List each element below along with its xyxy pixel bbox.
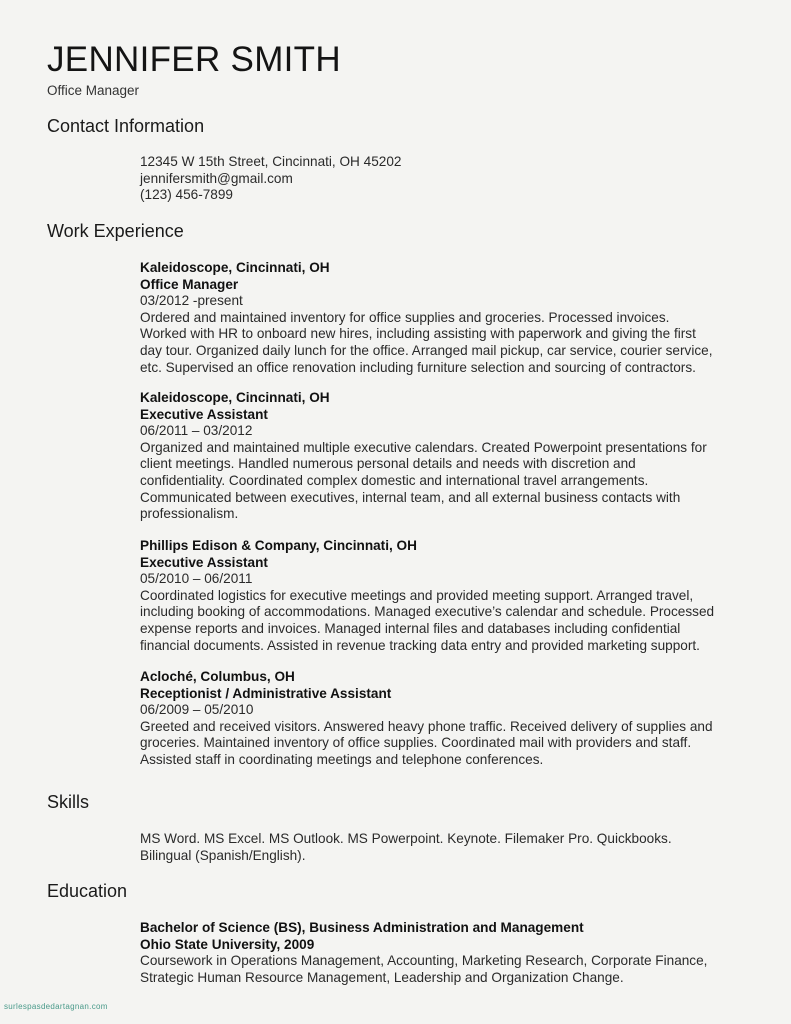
job-line: expense reports and invoices. Managed internal files and databases including confidential — [140, 620, 681, 636]
skills-block — [140, 831, 760, 864]
job-dates: 06/2011 – 03/2012 — [140, 423, 253, 439]
education-block — [140, 920, 760, 986]
job-company: Kaleidoscope, Cincinnati, OH — [140, 390, 330, 405]
job-line: etc. Supervised an office renovation including furniture selection and sourcing of contractors. — [140, 359, 696, 375]
contact-address: 12345 W 15th Street, Cincinnati, OH 45202 — [140, 154, 402, 169]
job-entry — [140, 538, 760, 654]
job-company: Phillips Edison & Company, Cincinnati, OH — [140, 538, 417, 553]
job-line: Organized and maintained multiple executive calendars. Created Powerpoint presentations for — [140, 439, 707, 455]
contact-phone: (123) 456-7899 — [140, 187, 233, 203]
skills-line: Bilingual (Spanish/English). — [140, 847, 306, 863]
job-line: including booking of accommodations. Managed executive’s calendar and schedule. Processed — [140, 604, 715, 620]
job-line: financial documents. Assisted in revenue tracking data entry and provided marketing support. — [140, 637, 700, 653]
job-role: Executive Assistant — [140, 406, 268, 422]
job-entry — [140, 390, 760, 523]
job-line: professionalism. — [140, 506, 239, 522]
contact-email: jennifersmith@gmail.com — [140, 170, 293, 186]
job-line: confidentiality. Coordinated complex domestic and international travel arrangements. — [140, 472, 649, 488]
job-dates: 05/2010 – 06/2011 — [140, 571, 253, 587]
job-company: Kaleidoscope, Cincinnati, OH — [140, 260, 330, 275]
job-company: Acloché, Columbus, OH — [140, 669, 295, 684]
job-role: Executive Assistant — [140, 554, 268, 570]
candidate-name: JENNIFER SMITH — [47, 40, 341, 79]
skills-line: MS Word. MS Excel. MS Outlook. MS Powerpoint. Keynote. Filemaker Pro. Quickbooks. — [140, 831, 672, 846]
education-school: Ohio State University, 2009 — [140, 936, 315, 952]
work-heading: Work Experience — [47, 221, 184, 241]
job-line: day tour. Organized daily lunch for the office. Arranged mail pickup, car service, courier service, — [140, 342, 713, 358]
watermark: surlespasdedartagnan.com — [4, 1002, 108, 1011]
job-line: Assisted staff in coordinating meetings and telephone conferences. — [140, 751, 544, 767]
skills-heading: Skills — [47, 792, 90, 812]
job-line: Greeted and received visitors. Answered heavy phone traffic. Received delivery of supplies and — [140, 718, 713, 734]
job-line: client meetings. Handled numerous personal details and needs with discretion and — [140, 456, 636, 472]
job-entry — [140, 669, 760, 769]
job-role: Receptionist / Administrative Assistant — [140, 685, 392, 701]
job-line: Communicated between executives, internal team, and all external business contacts with — [140, 489, 681, 505]
job-line: Worked with HR to onboard new hires, including assisting with paperwork and giving the first — [140, 326, 696, 342]
job-entry — [140, 260, 760, 376]
contact-heading: Contact Information — [47, 116, 205, 136]
job-line: Coordinated logistics for executive meetings and provided meeting support. Arranged travel, — [140, 587, 694, 603]
education-heading: Education — [47, 881, 128, 901]
job-role: Office Manager — [140, 276, 239, 292]
job-dates: 03/2012 -present — [140, 293, 243, 309]
education-line: Coursework in Operations Management, Accounting, Marketing Research, Corporate Finance, — [140, 953, 708, 969]
education-line: Strategic Human Resource Management, Leadership and Organization Change. — [140, 969, 624, 985]
education-degree: Bachelor of Science (BS), Business Administration and Management — [140, 920, 584, 935]
job-line: Ordered and maintained inventory for office supplies and groceries. Processed invoices. — [140, 309, 670, 325]
job-dates: 06/2009 – 05/2010 — [140, 702, 254, 718]
contact-block — [140, 154, 760, 204]
candidate-title: Office Manager — [47, 83, 140, 98]
job-line: groceries. Maintained inventory of office supplies. Coordinated mail with providers and staff. — [140, 735, 692, 751]
